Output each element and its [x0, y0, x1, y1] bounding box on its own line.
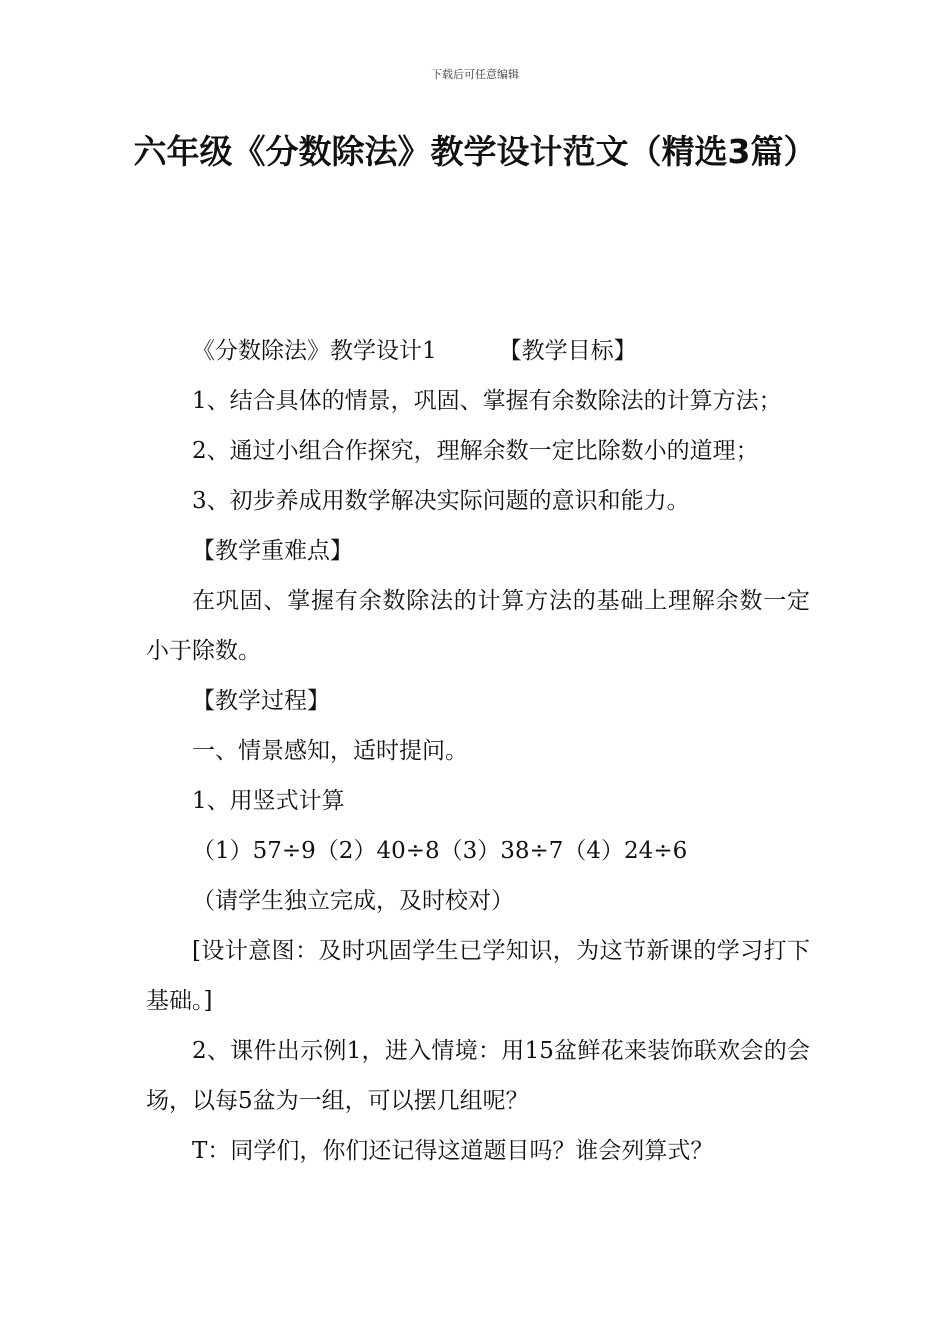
section-intro-line: [146, 326, 810, 376]
paragraph-instructions: （请学生独立完成，及时校对）: [192, 888, 514, 914]
paragraph-difficulties: 在巩固、掌握有余数除法的计算方法的基础上理解余数一定小于除数。: [146, 588, 810, 664]
heading-key-difficulties: 【教学重难点】: [192, 538, 353, 564]
paragraph-goal-1: 1、结合具体的情景，巩固、掌握有余数除法的计算方法；: [192, 388, 782, 414]
paragraph-exercises: （1）57÷9（2）40÷8（3）38÷7（4）24÷6: [192, 838, 688, 864]
heading-teaching-process: 【教学过程】: [192, 688, 330, 714]
section-heading-teaching-goals: 【教学目标】: [498, 338, 637, 364]
paragraph-teacher-question: T：同学们，你们还记得这道题目吗？谁会列算式？: [192, 1138, 714, 1164]
paragraph-design-intent: [设计意图：及时巩固学生已学知识，为这节新课的学习打下基础。]: [146, 938, 810, 1014]
section-name: 《分数除法》教学设计1: [192, 338, 437, 364]
header-note: 下载后可任意编辑: [431, 68, 519, 81]
paragraph-example-1: 2、课件出示例1，进入情境：用15盆鲜花来装饰联欢会的会场，以每5盆为一组，可以摆几组呢？: [146, 1038, 810, 1114]
paragraph-vertical-calc: 1、用竖式计算: [192, 788, 345, 814]
paragraph-goal-3: 3、初步养成用数学解决实际问题的意识和能力。: [192, 488, 690, 514]
document-body: [146, 326, 810, 1176]
paragraph-step-1: 一、情景感知，适时提问。: [192, 738, 468, 764]
document-title: 六年级《分数除法》教学设计范文（精选3篇）: [133, 132, 817, 171]
paragraph-goal-2: 2、通过小组合作探究，理解余数一定比除数小的道理；: [192, 438, 759, 464]
